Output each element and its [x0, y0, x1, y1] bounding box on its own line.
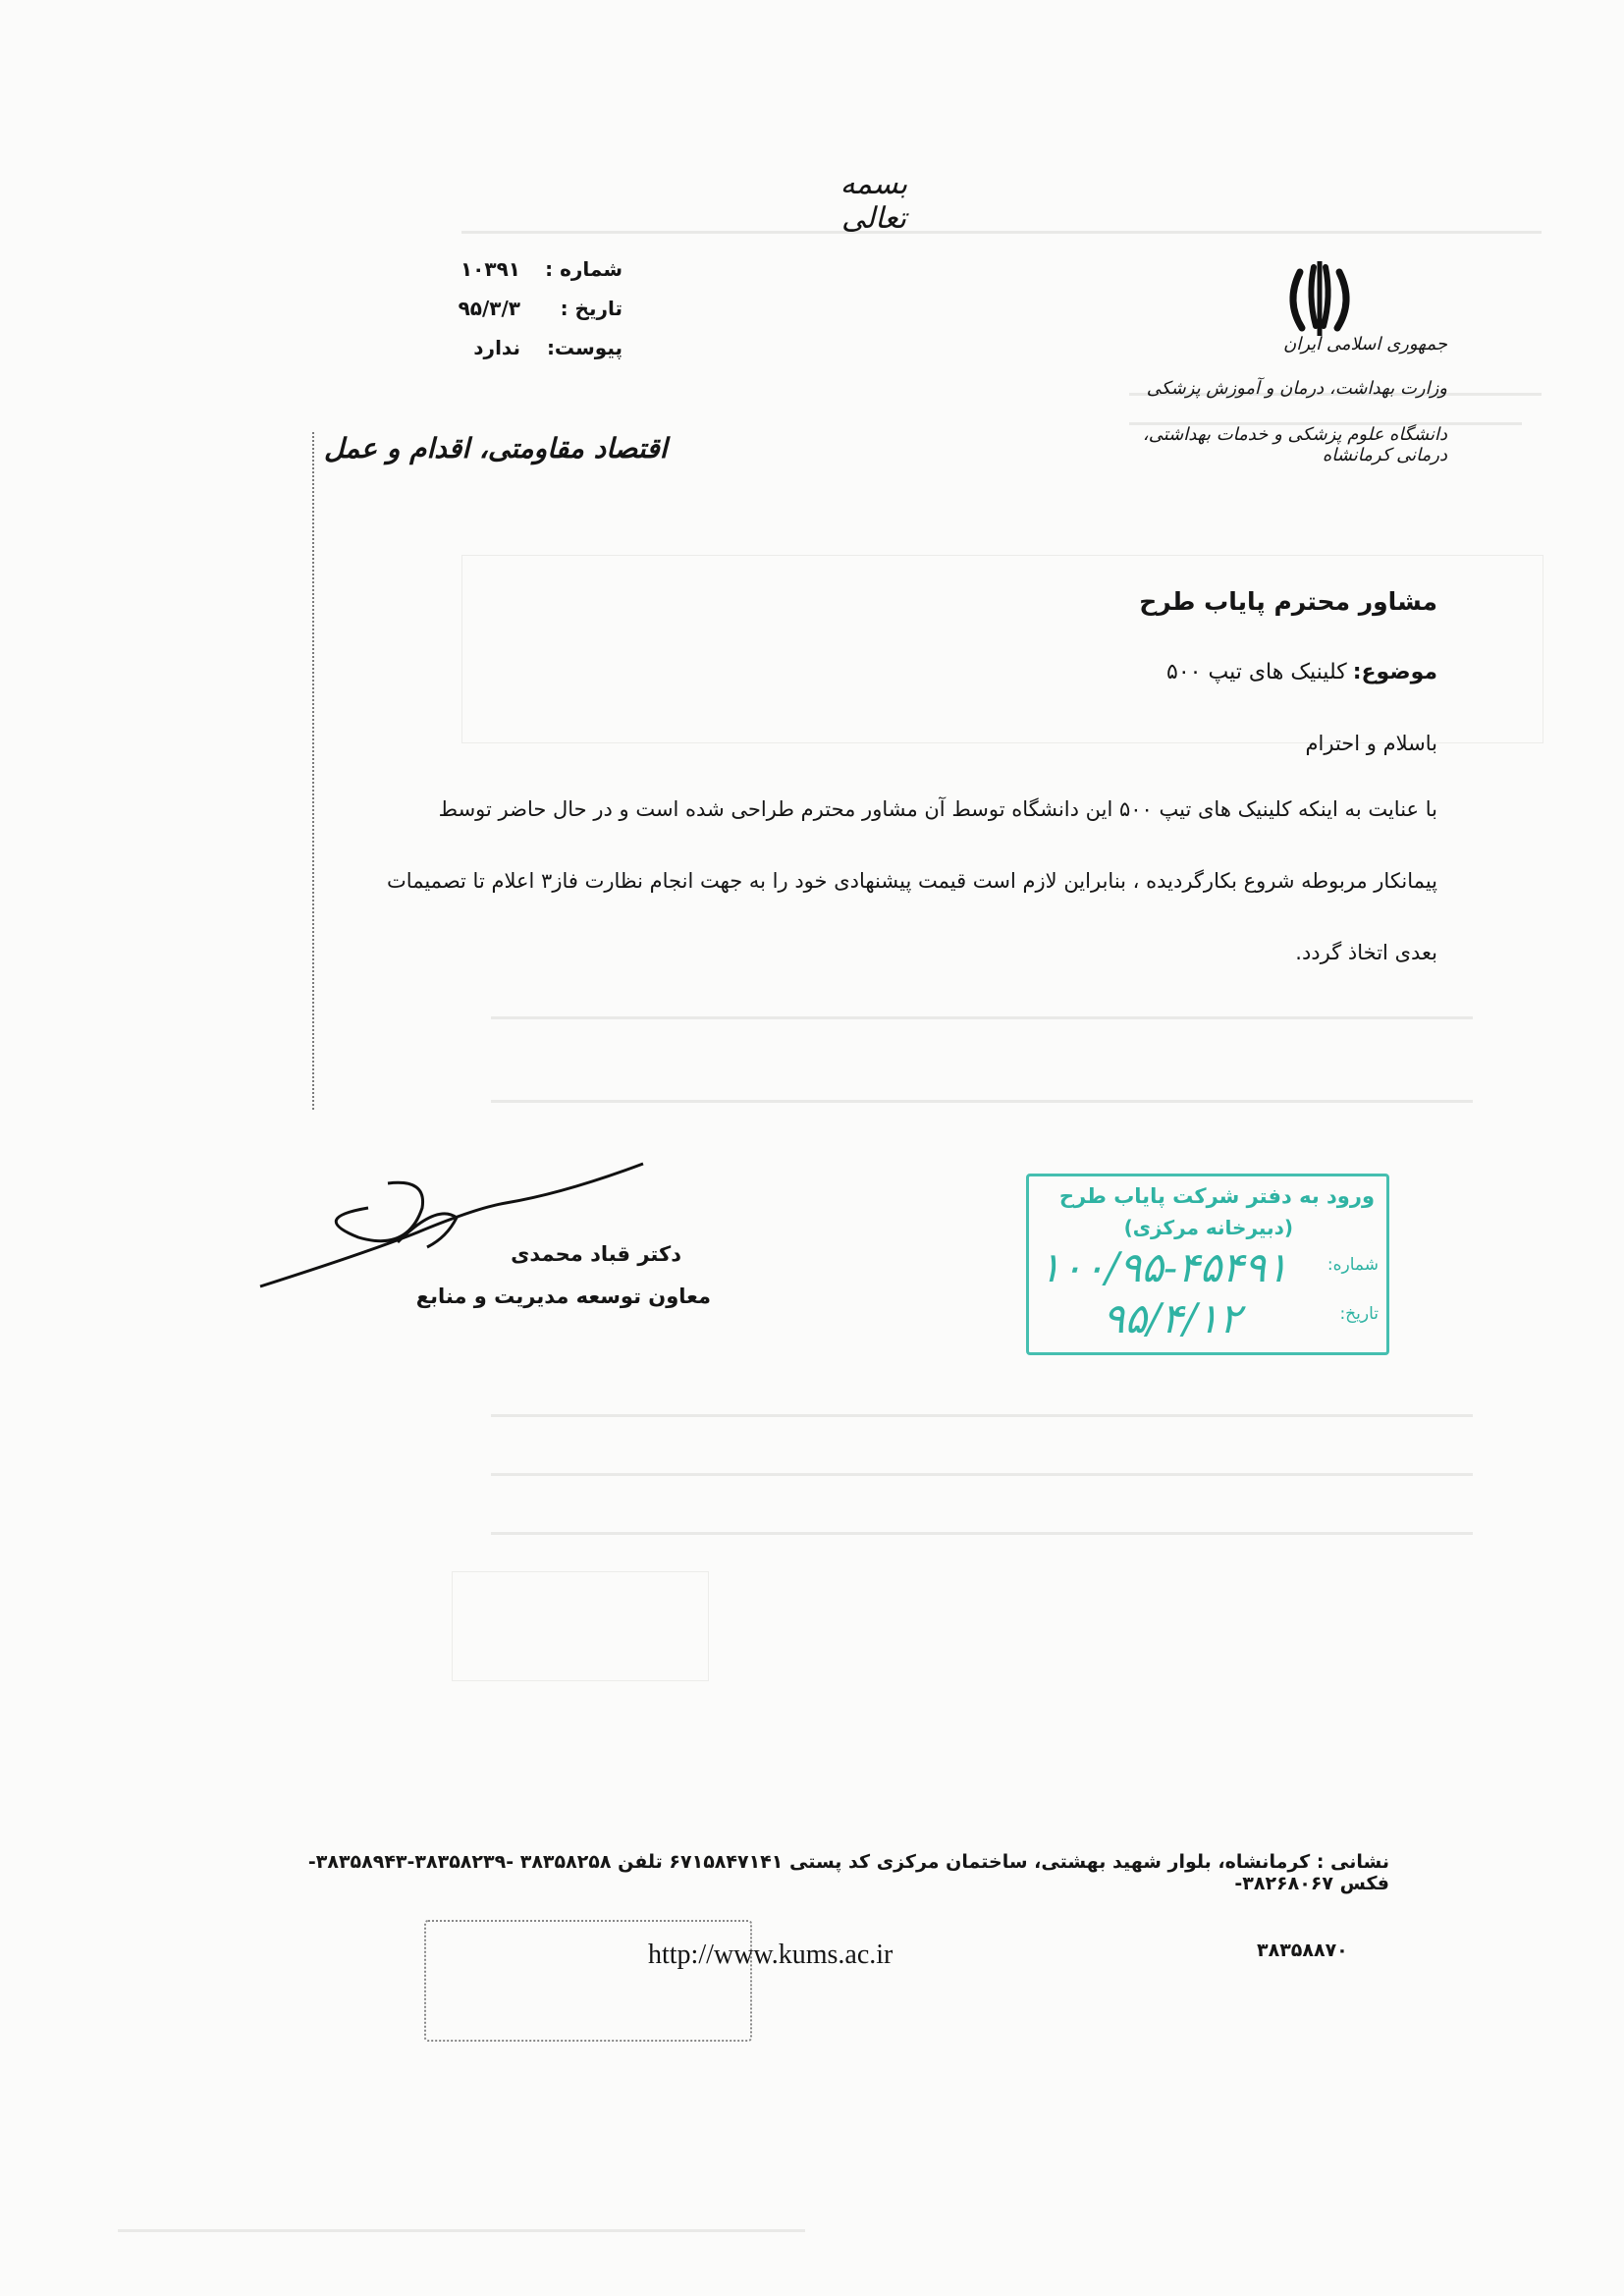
number-value: ۱۰۳۹۱	[460, 257, 520, 281]
bleed-through-mark	[491, 1016, 1473, 1019]
bleed-through-box	[452, 1571, 709, 1681]
dotted-stamp-box	[424, 1920, 752, 2042]
stamp-date-value: ۹۵/۴/۱۲	[1103, 1294, 1242, 1342]
number-label: شماره :	[545, 257, 623, 281]
bleed-through-mark	[491, 1414, 1473, 1417]
signatory-name: دکتر قباد محمدی	[511, 1242, 681, 1266]
bleed-through-mark	[491, 1100, 1473, 1103]
recipient: مشاور محترم پایاب طرح	[1139, 587, 1437, 616]
bleed-through-mark	[461, 231, 1542, 234]
greeting: باسلام و احترام	[1305, 732, 1437, 755]
bleed-through-mark	[118, 2229, 805, 2232]
org-line-university: دانشگاه علوم پزشکی و خدمات بهداشتی، درمانی کرمانشاه	[1142, 424, 1447, 465]
bleed-through-mark	[491, 1473, 1473, 1476]
address-line-2: ۳۸۳۵۸۸۷۰	[1257, 1940, 1348, 1961]
address-line-1: نشانی : کرمانشاه، بلوار شهید بهشتی، ساختمان مرکزی کد پستی ۶۷۱۵۸۴۷۱۴۱ تلفن ۳۸۳۵۸۲۵۸ -۳۸۳۵۸۲۳۹-۳۸۳۵۸۹۴۳- فکس ۳۸۲۶۸۰۶۷-	[307, 1851, 1389, 1894]
signatory-title: معاون توسعه مدیریت و منابع	[415, 1285, 711, 1308]
margin-dotted-line	[312, 432, 316, 1110]
letter-date	[406, 297, 623, 320]
stamp-line-2: (دبیرخانه مرکزی)	[1123, 1216, 1293, 1239]
letter-attachment	[406, 336, 623, 359]
attachment-value: ندارد	[473, 336, 520, 359]
bleed-through-table	[461, 555, 1543, 743]
besmellah: بسمه تعالی	[839, 167, 908, 236]
website-link[interactable]: http://www.kums.ac.ir	[648, 1940, 893, 1970]
org-line-country: جمهوری اسلامی ایران	[1283, 334, 1447, 355]
body-line-1: با عنایت به اینکه کلینیک های تیپ ۵۰۰ این دانشگاه توسط آن مشاور محترم طراحی شده است و در حال حاضر توسط	[438, 797, 1437, 821]
date-label: تاریخ :	[560, 297, 623, 320]
stamp-number-label: شماره:	[1326, 1255, 1379, 1275]
handwritten-signature	[250, 1149, 663, 1300]
stamp-number-value: ۱۰۰/۹۵-۴۵۴۹۱	[1039, 1243, 1288, 1291]
subject-value: کلینیک های تیپ ۵۰۰	[1166, 660, 1347, 684]
iran-emblem-icon	[1261, 257, 1379, 346]
subject-label: موضوع:	[1352, 660, 1437, 684]
handwritten-motto: اقتصاد مقاومتی، اقدام و عمل	[324, 432, 668, 465]
bleed-through-mark	[491, 1532, 1473, 1535]
stamp-line-1: ورود به دفتر شرکت پایاب طرح	[1058, 1184, 1375, 1208]
org-line-ministry: وزارت بهداشت، درمان و آموزش پزشکی	[1146, 378, 1447, 399]
body-line-2: پیمانکار مربوطه شروع بکارگردیده ، بنابراین لازم است قیمت پیشنهادی خود را به جهت انجام نظارت فاز۳ اعلام تا تصمیمات	[387, 869, 1437, 893]
received-stamp	[1026, 1174, 1389, 1355]
date-value: ۹۵/۳/۳	[458, 297, 520, 320]
stamp-date-label: تاریخ:	[1339, 1304, 1379, 1324]
letter-number	[406, 257, 623, 281]
body-line-3: بعدی اتخاذ گردد.	[1295, 941, 1437, 964]
subject	[1166, 660, 1437, 684]
attachment-label: پیوست:	[546, 336, 623, 359]
